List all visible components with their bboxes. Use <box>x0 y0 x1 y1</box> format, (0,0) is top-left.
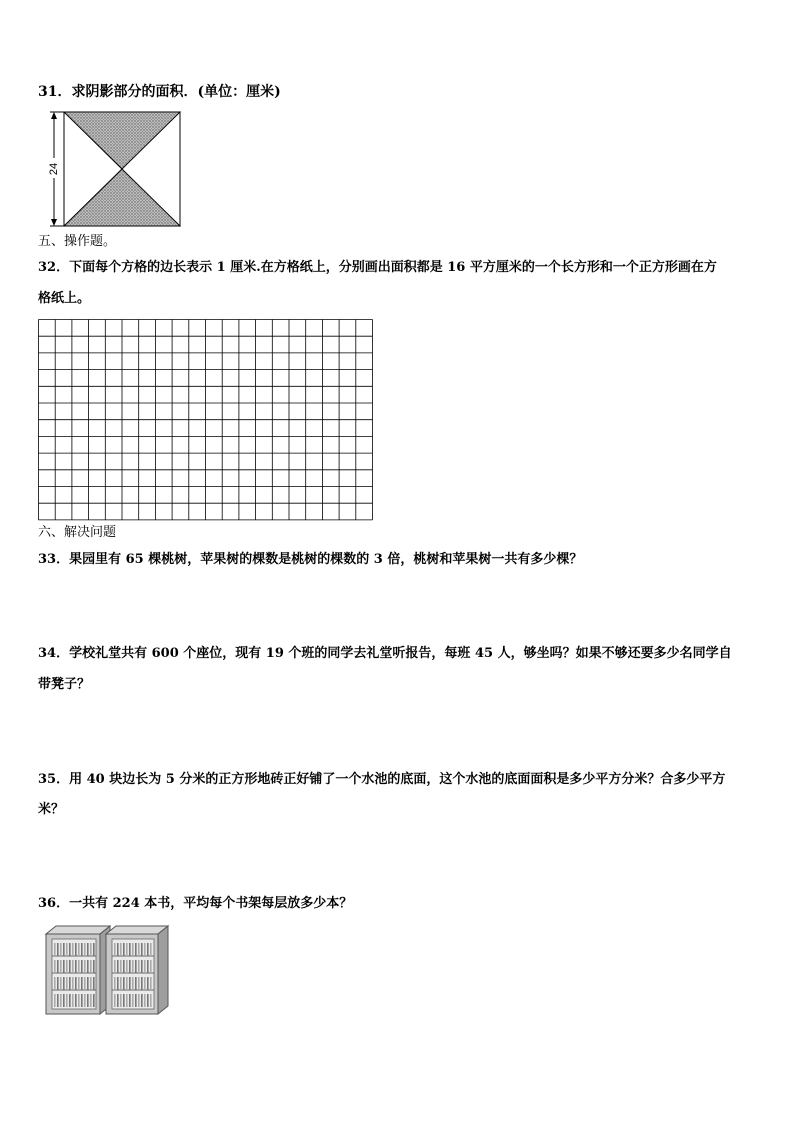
book-spine <box>84 943 86 956</box>
book-spine <box>138 977 140 990</box>
q31-text: 31．求阴影部分的面积．(单位：厘米) <box>38 84 281 100</box>
book-spine <box>87 960 89 973</box>
book-spine <box>147 960 149 973</box>
book-spine <box>60 994 62 1007</box>
book-spine <box>69 960 71 973</box>
book-spine <box>90 943 92 956</box>
book-spine <box>150 977 152 990</box>
book-spine <box>54 994 56 1007</box>
book-spine <box>72 960 74 973</box>
book-spine <box>123 977 125 990</box>
book-spine <box>132 943 134 956</box>
book-spine <box>69 994 71 1007</box>
book-spine <box>75 960 77 973</box>
book-spine <box>72 943 74 956</box>
book-spine <box>123 994 125 1007</box>
book-spine <box>84 977 86 990</box>
book-spine <box>81 943 83 956</box>
book-spine <box>135 994 137 1007</box>
book-spine <box>60 977 62 990</box>
q35-line1: 35．用 40 块边长为 5 分米的正方形地砖正好铺了一个水池的底面，这个水池的底面面积是多少平方分米？合多少平方 <box>38 772 726 787</box>
book-spine <box>144 943 146 956</box>
book-spine <box>129 960 131 973</box>
book-spine <box>93 960 95 973</box>
book-spine <box>129 994 131 1007</box>
book-spine <box>120 960 122 973</box>
book-spine <box>129 977 131 990</box>
book-spine <box>93 994 95 1007</box>
book-spine <box>141 977 143 990</box>
book-spine <box>84 994 86 1007</box>
bookshelves-image <box>44 924 174 1018</box>
book-spine <box>81 960 83 973</box>
book-spine <box>135 943 137 956</box>
book-spine <box>69 943 71 956</box>
book-spine <box>93 977 95 990</box>
q34-line1: 34．学校礼堂共有 600 个座位，现有 19 个班的同学去礼堂听报告，每班 45 人，够坐吗？如果不够还要多少名同学自 <box>38 646 732 661</box>
book-spine <box>126 977 128 990</box>
book-spine <box>75 994 77 1007</box>
book-spine <box>63 977 65 990</box>
book-spine <box>117 960 119 973</box>
book-spine <box>129 943 131 956</box>
book-spine <box>114 994 116 1007</box>
book-spine <box>135 977 137 990</box>
book-spine <box>93 943 95 956</box>
book-spine <box>75 943 77 956</box>
book-spine <box>144 994 146 1007</box>
q32-line1: 32．下面每个方格的边长表示 1 厘米.在方格纸上，分别画出面积都是 16 平方厘米的一个长方形和一个正方形画在方 <box>38 260 717 275</box>
book-spine <box>132 994 134 1007</box>
book-spine <box>57 960 59 973</box>
book-spine <box>63 994 65 1007</box>
book-spine <box>78 943 80 956</box>
book-spine <box>144 977 146 990</box>
book-spine <box>138 994 140 1007</box>
book-spine <box>66 994 68 1007</box>
book-spine <box>66 960 68 973</box>
book-spine <box>141 960 143 973</box>
q35-line2: 米？ <box>38 802 65 817</box>
book-spine <box>57 977 59 990</box>
book-spine <box>117 943 119 956</box>
q33-text: 33．果园里有 65 棵桃树，苹果树的棵数是桃树的棵数的 3 倍，桃树和苹果树一共有多少棵？ <box>38 552 583 567</box>
book-spine <box>90 960 92 973</box>
book-spine <box>78 977 80 990</box>
book-spine <box>60 943 62 956</box>
book-spine <box>72 977 74 990</box>
book-spine <box>114 977 116 990</box>
book-spine <box>117 977 119 990</box>
book-spine <box>123 960 125 973</box>
book-spine <box>141 994 143 1007</box>
book-spine <box>114 943 116 956</box>
book-spine <box>78 960 80 973</box>
grid-paper <box>38 319 378 523</box>
book-spine <box>126 960 128 973</box>
book-spine <box>63 960 65 973</box>
q32-line2: 格纸上。 <box>38 291 91 306</box>
book-spine <box>126 994 128 1007</box>
book-spine <box>117 994 119 1007</box>
book-spine <box>120 977 122 990</box>
book-spine <box>87 994 89 1007</box>
book-spine <box>126 943 128 956</box>
book-spine <box>54 977 56 990</box>
book-spine <box>120 994 122 1007</box>
book-spine <box>123 943 125 956</box>
section-six-heading: 六、解决问题 <box>38 525 117 540</box>
q34-line2: 带凳子？ <box>38 677 91 692</box>
book-spine <box>63 943 65 956</box>
book-spine <box>81 994 83 1007</box>
book-spine <box>138 943 140 956</box>
book-spine <box>150 994 152 1007</box>
book-spine <box>138 960 140 973</box>
book-spine <box>66 977 68 990</box>
book-spine <box>54 943 56 956</box>
book-spine <box>90 994 92 1007</box>
book-spine <box>78 994 80 1007</box>
book-spine <box>75 977 77 990</box>
book-spine <box>132 977 134 990</box>
book-spine <box>57 943 59 956</box>
book-spine <box>84 960 86 973</box>
book-spine <box>135 960 137 973</box>
shaded-square-figure <box>38 108 186 230</box>
book-spine <box>87 943 89 956</box>
book-spine <box>150 943 152 956</box>
book-spine <box>132 960 134 973</box>
book-spine <box>120 943 122 956</box>
book-spine <box>66 943 68 956</box>
book-spine <box>87 977 89 990</box>
book-spine <box>72 994 74 1007</box>
section-five-heading: 五、操作题。 <box>38 234 117 249</box>
book-spine <box>147 977 149 990</box>
book-spine <box>147 994 149 1007</box>
book-spine <box>54 960 56 973</box>
book-spine <box>81 977 83 990</box>
book-spine <box>69 977 71 990</box>
book-spine <box>57 994 59 1007</box>
dimension-label: 24 <box>47 162 60 176</box>
book-spine <box>114 960 116 973</box>
book-spine <box>60 960 62 973</box>
book-spine <box>141 943 143 956</box>
book-spine <box>150 960 152 973</box>
q36-text: 36．一共有 224 本书，平均每个书架每层放多少本？ <box>38 896 353 911</box>
book-spine <box>144 960 146 973</box>
book-spine <box>147 943 149 956</box>
book-spine <box>90 977 92 990</box>
